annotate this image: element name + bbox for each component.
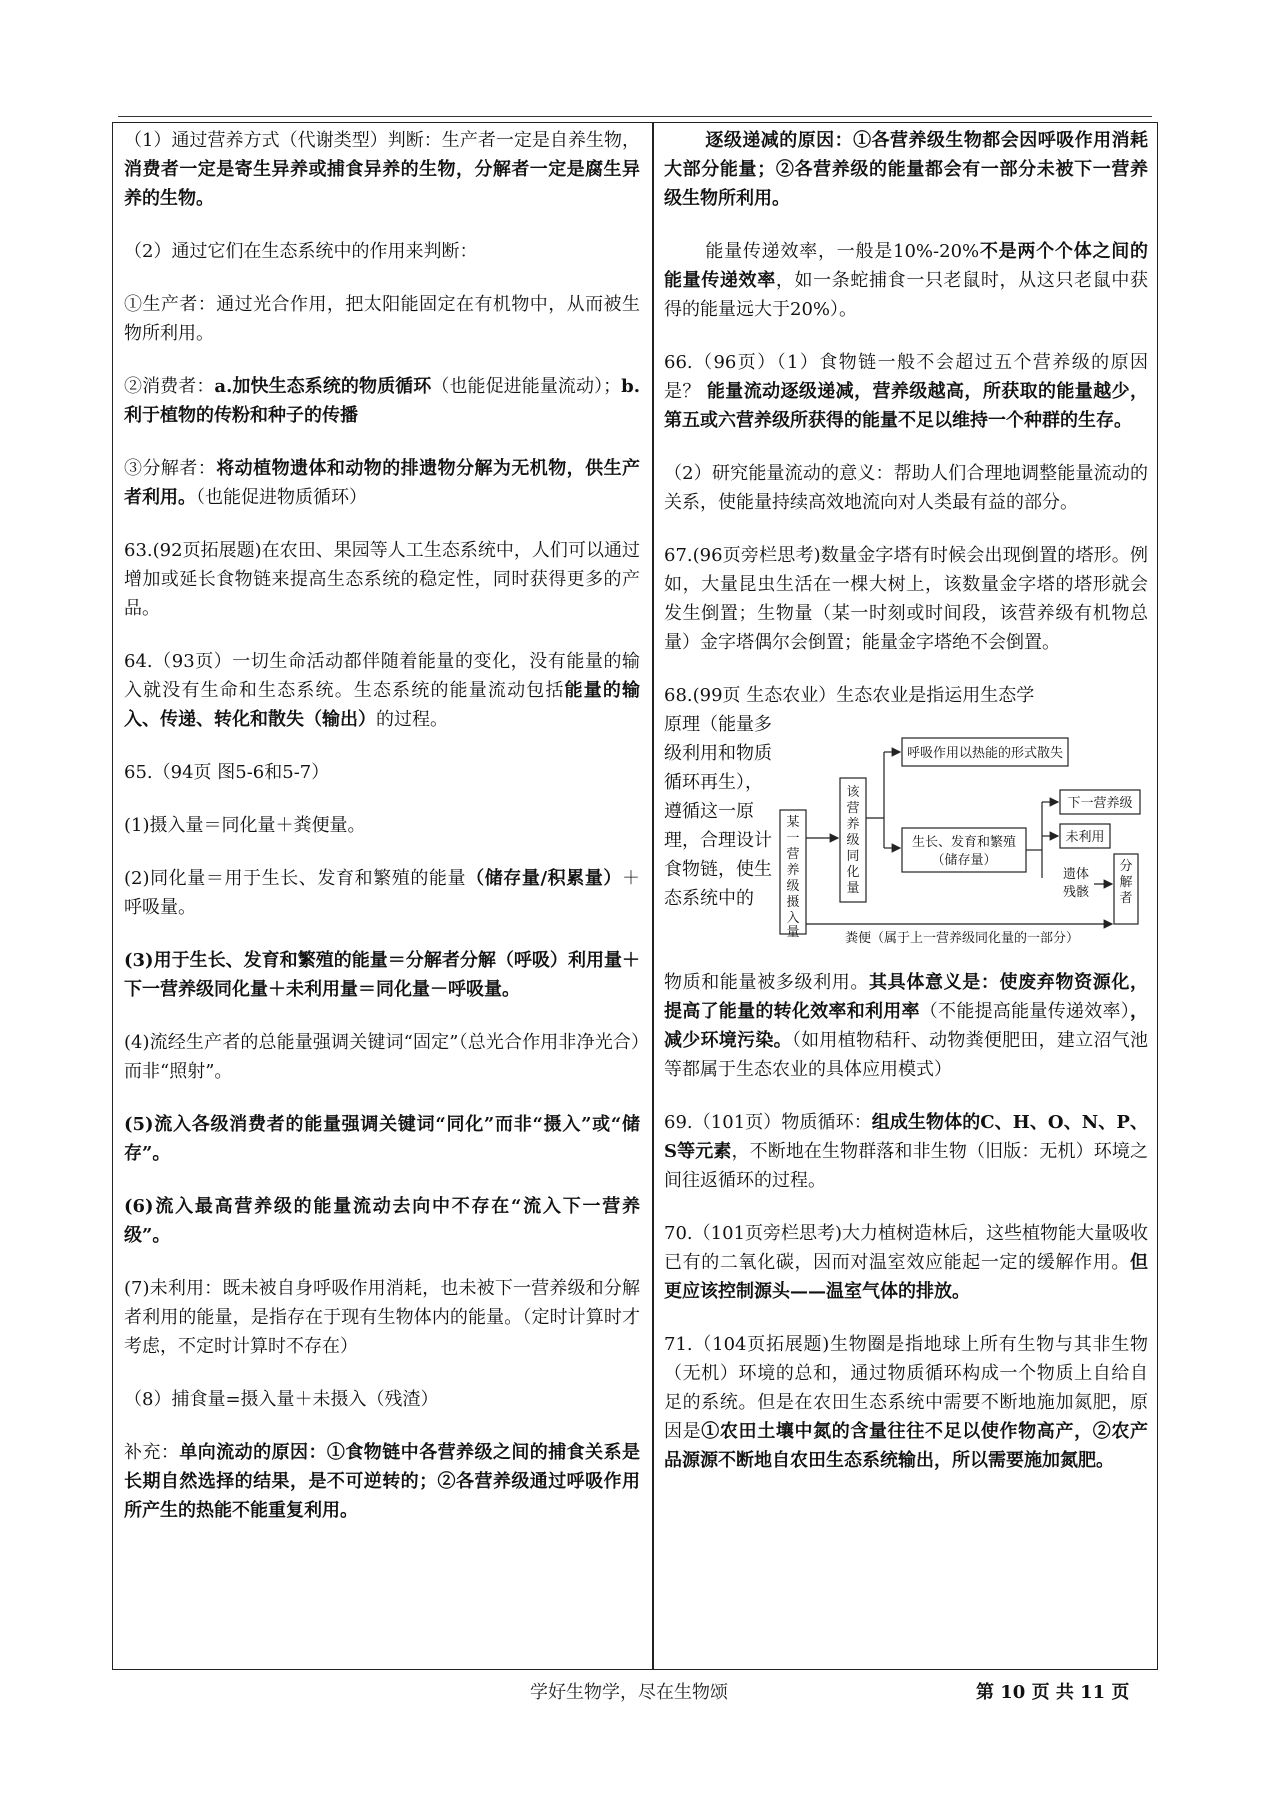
p70-bold: 但更应该控制源头——温室气体的排放。 (664, 1252, 1148, 1302)
item-66-2: （2）研究能量流动的意义：帮助人们合理地调整能量流动的关系，使能量持续高效地流向对人类最有益的部分。 (664, 463, 1148, 513)
p71-text: 71.（104页拓展题)生物圈是指地球上所有生物与其非生物（无机）环境的总和，通过物质循环构成一个物质上自给自足的系统。但是在农田生态系统中需要不断地施加氮肥，原因是 (664, 1334, 1148, 1442)
assimilation-char: 化 (846, 865, 860, 880)
p4-text: （也能促进能量流动）； (431, 376, 622, 397)
item-70 (664, 1219, 1148, 1306)
item-65-2 (124, 864, 640, 922)
p69-bold: 组成生物体的C、H、O、N、P、S等元素 (664, 1112, 1149, 1162)
assimilation-char: 养 (846, 817, 860, 832)
item-68-tail (664, 968, 1148, 1084)
p65-2-bold: （储存量/积累量） (466, 868, 623, 889)
item-65-8: （8）捕食量=摄入量＋未摄入（残渣） (124, 1389, 439, 1410)
transfer-efficiency (664, 237, 1148, 324)
p1-text: （1）通过营养方式（代谢类型）判断：生产者一定是自养生物， (124, 130, 640, 151)
p64-text: 64.（93页）一切生命活动都伴随着能量的变化，没有能量的输入就没有生命和生态系统。生态系统的能量流动包括 (124, 651, 640, 701)
p68-paren: （不能提高能量传递效率） (919, 1001, 1131, 1022)
unused-label: 未利用 (1065, 830, 1105, 845)
next-level-label: 下一营养级 (1067, 796, 1133, 811)
r2-text: 能量传递效率，一般是10%-20% (705, 241, 980, 262)
item-65-1: (1)摄入量＝同化量＋粪便量。 (124, 815, 366, 836)
item-67: 67.(96页旁栏思考)数量金字塔有时候会出现倒置的塔形。例如，大量昆虫生活在一棵大树上，该数量金字塔的塔形就会发生倒置；生物量（某一时刻或时间段，该营养级有机物总量）金字塔偶尔会倒置；能量金字塔绝不会倒置。 (664, 545, 1148, 653)
p64-tail: 的过程。 (376, 709, 448, 730)
p4-label: ②消费者： (124, 376, 215, 397)
p64-bold: 能量的输入、传递、转化和散失（输出） (124, 680, 641, 730)
energy-flow-diagram (776, 728, 1150, 964)
item-68-head: 68.(99页 生态农业）生态农业是指运用生态学 (664, 685, 1035, 706)
p65-2-tail: ＋呼吸量。 (124, 868, 641, 918)
item-68-side-text: 原理（能量多级利用和物质循环再生），遵循这一原理，合理设计食物链，使生态系统中的 (664, 714, 772, 909)
paragraph-5 (124, 454, 640, 512)
p4-bold-a: a.加快生态系统的物质循环 (214, 376, 432, 397)
p65-2-text: (2)同化量＝用于生长、发育和繁殖的能量 (124, 868, 467, 889)
paragraph-1 (124, 126, 640, 213)
footer-slogan: 学好生物学，尽在生物颂 (530, 1682, 728, 1703)
feces-label: 粪便（属于上一营养级同化量的一部分） (844, 931, 1080, 946)
item-65-7: (7)未利用：既未被自身呼吸作用消耗，也未被下一营养级和分解者利用的能量，是指存在于现有生物体内的能量。（定时计算时才考虑，不定时计算时不存在） (124, 1278, 640, 1357)
item-64 (124, 647, 640, 734)
intake-label: 某 (786, 815, 800, 830)
item-65: 65.（94页 图5-6和5-7） (124, 762, 330, 783)
intake-label: 营 (786, 847, 800, 862)
remains-label: 遗体 (1062, 867, 1090, 882)
header-rule (118, 116, 1152, 117)
intake-label: 量 (786, 925, 800, 940)
r2-tail: ，如一条蛇捕食一只老鼠时，从这只老鼠中获得的能量远大于20%）。 (664, 270, 1149, 320)
decomposer-char: 解 (1119, 875, 1133, 890)
paragraph-3: ①生产者：通过光合作用，把太阳能固定在有机物中，从而被生物所利用。 (124, 294, 640, 344)
decomposer-char: 者 (1119, 891, 1133, 906)
item-71 (664, 1330, 1148, 1475)
p71-bold: ①农田土壤中氮的含量往往不足以使作物高产，②农产品源源不断地自农田生态系统输出，所以需要施加氮肥。 (664, 1421, 1148, 1471)
assimilation-char: 量 (846, 881, 860, 896)
item-69 (664, 1108, 1148, 1195)
column-divider (652, 122, 654, 1670)
assimilation-char: 营 (846, 801, 860, 816)
r2-bold: 不是两个个体之间的能量传递效率 (664, 241, 1148, 291)
item-65-3: (3)用于生长、发育和繁殖的能量＝分解者分解（呼吸）利用量＋下一营养级同化量＋未利用量＝同化量－呼吸量。 (124, 950, 640, 1000)
supplement-label: 补充： (124, 1442, 180, 1463)
respiration-label: 呼吸作用以热能的形式散失 (906, 746, 1064, 761)
decomposer-char: 分 (1119, 859, 1133, 874)
energy-flow-figure (664, 710, 1148, 962)
p70-text: 70.（101页旁栏思考)大力植树造林后，这些植物能大量吸收已有的二氧化碳，因而对温室效应能起一定的缓解作用。 (664, 1223, 1149, 1273)
p1-bold: 消费者一定是寄生异养或捕食异养的生物，分解者一定是腐生异养的生物。 (124, 159, 640, 209)
decrease-reason: 逐级递减的原因：①各营养级生物都会因呼吸作用消耗大部分能量；②各营养级的能量都会有一部分未被下一营养级生物所利用。 (664, 130, 1148, 209)
right-column (664, 126, 1148, 1499)
p68-example: （如用植物秸秆、动物粪便肥田，建立沼气池等都属于生态农业的具体应用模式） (664, 1030, 1149, 1080)
paragraph-2: （2）通过它们在生态系统中的作用来判断： (124, 241, 478, 262)
intake-label: 一 (786, 831, 800, 846)
p68-bold: 其具体意义是：使废弃物资源化，提高了能量的转化效率和利用率 (664, 972, 1149, 1022)
p5-text: （也能促进物质循环） (196, 487, 367, 508)
item-65-5: (5)流入各级消费者的能量强调关键词“同化”而非“摄入”或“储存”。 (124, 1114, 640, 1164)
item-65-6: (6)流入最高营养级的能量流动去向中不存在“流入下一营养级”。 (124, 1196, 640, 1246)
item-66 (664, 348, 1148, 435)
intake-label: 入 (786, 911, 800, 926)
assimilation-char: 同 (846, 849, 860, 864)
assimilation-char: 级 (846, 833, 860, 848)
p5-bold: 将动植物遗体和动物的排遗物分解为无机物，供生产者利用。 (124, 458, 641, 508)
paragraph-4 (124, 372, 640, 430)
intake-label: 养 (786, 863, 800, 878)
p68-bold-2: ，减少环境污染。 (664, 1001, 1149, 1051)
supplement-bold: 单向流动的原因：①食物链中各营养级之间的捕食关系是长期自然选择的结果，是不可逆转的；②各营养级通过呼吸作用所产生的热能不能重复利用。 (124, 1442, 641, 1521)
intake-label: 级 (786, 879, 800, 894)
p5-label: ③分解者： (124, 458, 217, 479)
item-63: 63.(92页拓展题)在农田、果园等人工生态系统中，人们可以通过增加或延长食物链来提高生态系统的稳定性，同时获得更多的产品。 (124, 540, 640, 619)
page-number: 第 10 页 共 11 页 (976, 1682, 1130, 1703)
p68-text: 物质和能量被多级利用。 (664, 972, 870, 993)
supplement (124, 1438, 640, 1525)
remains-label-2: 残骸 (1062, 885, 1090, 900)
intake-label: 摄 (786, 895, 800, 910)
p4-bold-b: b.利于植物的传粉和种子的传播 (124, 376, 641, 426)
left-column (124, 126, 640, 1549)
growth-label: 生长、发育和繁殖 (911, 835, 1017, 850)
item-65-4: (4)流经生产者的总能量强调关键词“固定”（总光合作用非净光合）而非“照射”。 (124, 1032, 640, 1082)
growth-label-2: （储存量） (931, 853, 997, 868)
p69-tail: ，不断地在生物群落和非生物（旧版：无机）环境之间往返循环的过程。 (664, 1141, 1149, 1191)
p66-text: 66.（96页）（1）食物链一般不会超过五个营养级的原因是？ (664, 352, 1148, 402)
p69-text: 69.（101页）物质循环： (664, 1112, 872, 1133)
p66-bold: 能量流动逐级递减，营养级越高，所获取的能量越少，第五或六营养级所获得的能量不足以维持一个种群的生存。 (664, 381, 1148, 431)
assimilation-char: 该 (846, 785, 860, 800)
